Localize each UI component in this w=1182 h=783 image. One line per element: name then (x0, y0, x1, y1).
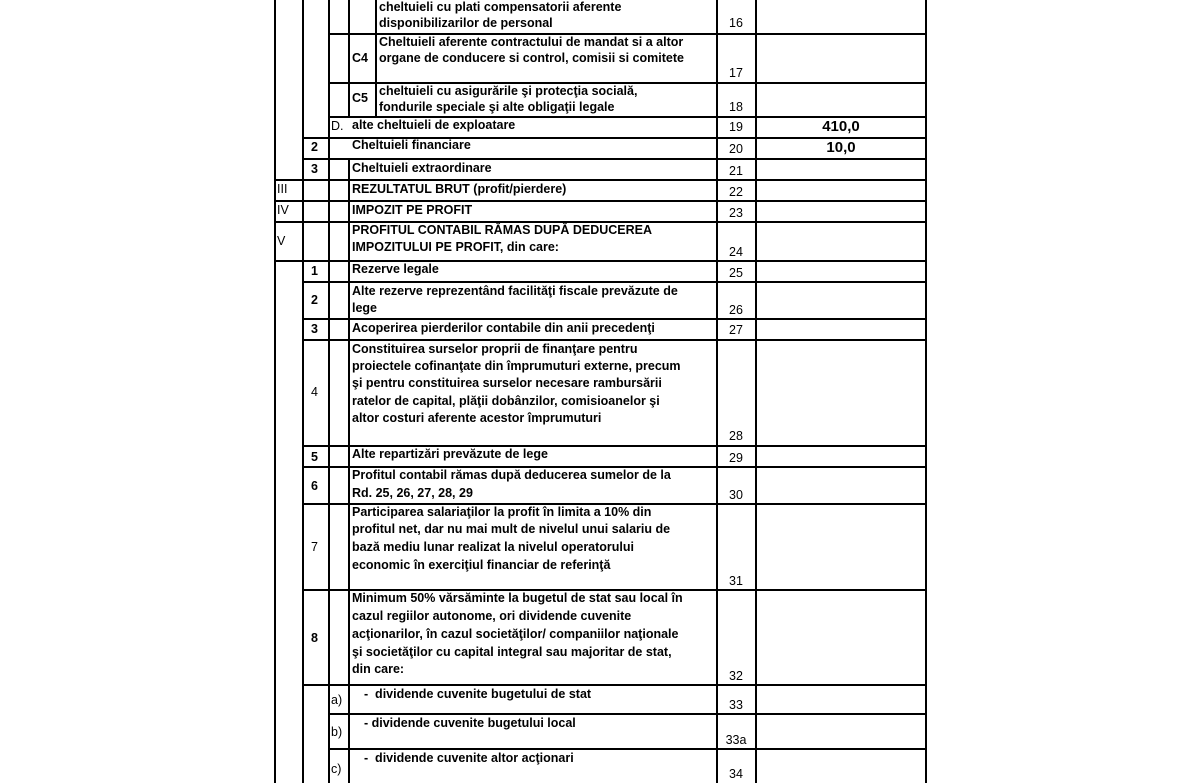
row-number: 18 (729, 100, 743, 114)
row-desc-line: organe de conducere si control, comisii si comitete (379, 51, 684, 65)
row-number: 25 (729, 266, 743, 280)
row-number: 20 (729, 142, 743, 156)
row-desc-line: Rezerve legale (352, 262, 439, 276)
row-desc-line: Alte repartizări prevăzute de lege (352, 447, 548, 461)
row-desc-line: alte cheltuieli de exploatare (352, 118, 516, 132)
row-number: 23 (729, 206, 743, 220)
row-code: 6 (311, 479, 318, 493)
row-desc-line: - dividende cuvenite altor acţionari (357, 751, 574, 765)
row-desc-line: fondurile speciale şi alte obligaţii legale (379, 100, 615, 114)
row-desc-line: PROFITUL CONTABIL RĂMAS DUPĂ DEDUCEREA (352, 223, 653, 237)
row-desc-line: Cheltuieli aferente contractului de mandat si a altor (379, 35, 684, 49)
row-code: 3 (311, 322, 318, 336)
row-number: 27 (729, 323, 743, 337)
row-number: 19 (729, 120, 743, 134)
row-code: V (277, 234, 286, 248)
row-desc-line: economic în exerciţiul financiar de referinţă (352, 558, 611, 572)
row-value: 10,0 (826, 139, 856, 156)
row-value: 410,0 (822, 118, 860, 135)
row-desc-line: şi societăţilor cu capital integral sau majoritar de stat, (352, 645, 672, 659)
row-code: 2 (311, 293, 318, 307)
row-code: 7 (311, 540, 318, 554)
col-border-1 (302, 0, 304, 783)
row-desc-line: IMPOZIT PE PROFIT (352, 203, 473, 217)
row-desc-line: din care: (352, 662, 405, 676)
row-desc-line: cheltuieli cu asigurările şi protecţia socială, (379, 84, 638, 98)
col-border-3b (348, 160, 350, 783)
row-number: 24 (729, 245, 743, 259)
row-desc-line: Constituirea surselor proprii de finanţare pentru (352, 342, 638, 356)
row-code: D. (331, 119, 344, 133)
row-desc-line: altor costuri aferente acestor împrumuturi (352, 411, 602, 425)
row-code: c) (331, 762, 342, 776)
row-desc-line: Profitul contabil rămas după deducerea sumelor de la (352, 468, 671, 482)
row-code: a) (331, 693, 343, 707)
row-code: 3 (311, 162, 318, 176)
row-desc-line: Cheltuieli extraordinare (352, 161, 492, 175)
row-number: 29 (729, 451, 743, 465)
row-desc-line: bază mediu lunar realizat la nivelul operatorului (352, 540, 635, 554)
row-number: 26 (729, 303, 743, 317)
row-desc-line: şi pentru constituirea surselor necesare rambursării (352, 376, 662, 390)
row-desc-line: profitul net, dar nu mai mult de nivelul unui salariu de (352, 522, 671, 536)
row-desc-line: Minimum 50% vărsăminte la bugetul de stat sau local în (352, 591, 683, 605)
row-number: 21 (729, 164, 743, 178)
row-number: 33 (729, 698, 743, 712)
row-number: 30 (729, 488, 743, 502)
row-code: 1 (311, 264, 318, 278)
col-border-left (274, 0, 276, 783)
row-desc-line: IMPOZITULUI PE PROFIT, din care: (352, 240, 559, 254)
row-code: C5 (352, 91, 368, 105)
row-desc-line: - dividende cuvenite bugetului local (357, 716, 576, 730)
row-desc-line: lege (352, 301, 378, 315)
row-desc-line: disponibilizarilor de personal (379, 16, 553, 30)
row-code: III (277, 182, 288, 196)
row-desc-line: cazul regiilor autonome, ori dividende cuvenite (352, 609, 632, 623)
row-code: 5 (311, 450, 318, 464)
row-number: 17 (729, 66, 743, 80)
col-border-4 (375, 0, 377, 118)
row-number: 33a (725, 733, 747, 747)
row-number: 22 (729, 185, 743, 199)
row-desc-line: Cheltuieli financiare (352, 138, 471, 152)
row-number: 31 (729, 574, 743, 588)
row-desc-line: Rd. 25, 26, 27, 28, 29 (352, 486, 473, 500)
row-code: b) (331, 725, 343, 739)
row-number: 34 (729, 767, 743, 781)
col-border-3a (348, 0, 350, 118)
row-desc-line: Alte rezerve reprezentând facilităţi fiscale prevăzute de (352, 284, 678, 298)
row-number: 28 (729, 429, 743, 443)
row-number: 32 (729, 669, 743, 683)
row-desc-line: cheltuieli cu plati compensatorii aferente (379, 0, 622, 14)
row-desc-line: REZULTATUL BRUT (profit/pierdere) (352, 182, 567, 196)
row-desc-line: Participarea salariaţilor la profit în limita a 10% din (352, 505, 652, 519)
row-code: C4 (352, 51, 368, 65)
row-desc-line: Acoperirea pierderilor contabile din anii precedenţi (352, 321, 655, 335)
row-number: 16 (729, 16, 743, 30)
row-desc-line: acţionarilor, în cazul societăţilor/ companiilor naţionale (352, 627, 679, 641)
row-code: 2 (311, 140, 318, 154)
row-desc-line: - dividende cuvenite bugetului de stat (357, 687, 592, 701)
row-code: 8 (311, 631, 318, 645)
row-desc-line: proiectele cofinanţate din împrumuturi externe, precum (352, 359, 681, 373)
row-code: IV (277, 203, 289, 217)
row-code: 4 (311, 385, 318, 399)
row-desc-line: ratelor de capital, plăţii dobânzilor, comisioanelor şi (352, 394, 660, 408)
